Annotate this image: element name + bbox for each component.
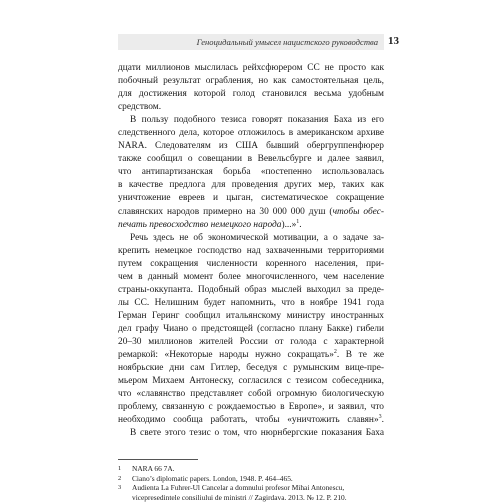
text-line: В пользу подобного тезиса говорят показания Баха из его — [130, 115, 384, 126]
paragraph-3 — [118, 232, 384, 441]
text-line — [118, 219, 384, 232]
body-text — [118, 62, 384, 440]
text-line: также сообщил о совещании в Вевельсбурге и далее заявил, — [118, 154, 384, 165]
footnote-text: NARA 66 7A. — [132, 464, 175, 473]
text-line: NARA. Следователям из США бывший обергруппенфюрер — [118, 141, 384, 152]
text-line: средством. — [118, 102, 162, 113]
text-line: путем сокращения численности коренного населения, при- — [118, 258, 384, 269]
text-line: чем в данный момент более многочисленного, чем население — [118, 271, 384, 282]
footnote-number: 1 — [118, 465, 122, 472]
text-span: необходимо сообща работать, чтобы «уничтожить славян» — [118, 415, 379, 426]
text-line — [118, 414, 384, 427]
text-span: )...» — [281, 219, 297, 230]
text-line: В свете этого тезис о том, что нюрнбергские показания Баха — [130, 428, 384, 439]
text-line: что антипартизанская борьба «постепенно использовалась — [118, 167, 384, 178]
text-line: дцати миллионов мыслилась рейхсфюрером СС не просто как — [118, 63, 384, 73]
footnote-ref-2[interactable]: 2 — [333, 348, 337, 355]
footnote-ref-3[interactable]: 3 — [378, 414, 382, 421]
footnote-item — [118, 493, 384, 502]
italic-quote: печать превосходство немецкого народа — [118, 219, 282, 230]
text-line: лы СС. Нелишним будет напомнить, что в ноябре 1941 года — [118, 297, 384, 308]
footnote-divider — [118, 459, 198, 460]
text-span: . — [299, 219, 302, 230]
footnote-ref-1[interactable]: 1 — [296, 218, 300, 225]
text-line: страны-оккупанта. Подобный образ мыслей выходил за преде- — [118, 284, 384, 295]
footnote-number: 3 — [118, 484, 122, 492]
footnote-text: Audienta La Fuhrer-Ul Cancelar a domnului profesor Mihai Antonescu, — [132, 483, 345, 493]
footnote-text: Ciano’s diplomatic papers. London, 1948. P. 464–465. — [132, 473, 293, 483]
footnote-item — [118, 464, 384, 474]
text-line: побочный результат ограбления, но как самостоятельная цель, — [118, 76, 384, 87]
footnote-item — [118, 474, 384, 484]
footnote-number — [118, 493, 132, 502]
text-line: мьером Михаем Антонеску, согласился с тезисом собеседника, — [118, 376, 384, 387]
text-line: ноябрьские дни сам Гитлер, беседуя с румынским вице-пре- — [118, 363, 384, 374]
text-line: крепить немецкое господство над захваченными территориями — [118, 245, 384, 256]
footnotes — [118, 464, 384, 502]
footnote-number: 2 — [118, 474, 122, 482]
footnote-item — [118, 483, 384, 493]
text-span: ремаркой: «Некоторые народы нужно сокращать» — [118, 350, 334, 361]
text-line: дел графу Чиано о предстоящей (согласно плану Бакке) гибели — [118, 323, 384, 334]
text-line: уничтожение евреев и цыган, систематическое сокращение — [118, 193, 384, 204]
text-line: что «славянство представляет собой огромную биологическую — [118, 389, 384, 400]
text-line: Речь здесь не об экономической мотивации, а о задаче за- — [130, 232, 384, 243]
text-line: 20–30 миллионов жителей России от голода с характерной — [118, 336, 384, 347]
footnote-text: vicepresedintele consiliului de ministri // Zagirdava. 2013. № 12. P. 210. — [132, 492, 347, 502]
text-span: . В те же — [336, 350, 384, 361]
text-line: Герман Геринг сообщил итальянскому министру иностранных — [118, 310, 384, 321]
paragraph-1 — [118, 62, 384, 114]
text-span: славянских народов примерно на 30 000 000 душ ( — [118, 206, 333, 217]
text-line: для достижения которой голод становился весьма удобным — [118, 89, 384, 100]
text-line: следственного дела, которое отложилось в американском архиве — [118, 128, 384, 139]
text-line — [118, 349, 384, 362]
running-header-title: Геноцидальный умысел нацистского руководства — [196, 37, 378, 47]
italic-quote: чтобы обес- — [332, 206, 384, 217]
text-line: проблему, связанную с рождаемостью в Европе», и заявил, что — [118, 402, 384, 413]
paragraph-2 — [118, 114, 384, 231]
text-line: в качестве предлога для проведения других мер, таких как — [118, 180, 384, 191]
running-header — [118, 34, 384, 50]
text-span: . — [381, 415, 384, 426]
text-line — [118, 206, 384, 219]
page-number: 13 — [388, 35, 399, 47]
